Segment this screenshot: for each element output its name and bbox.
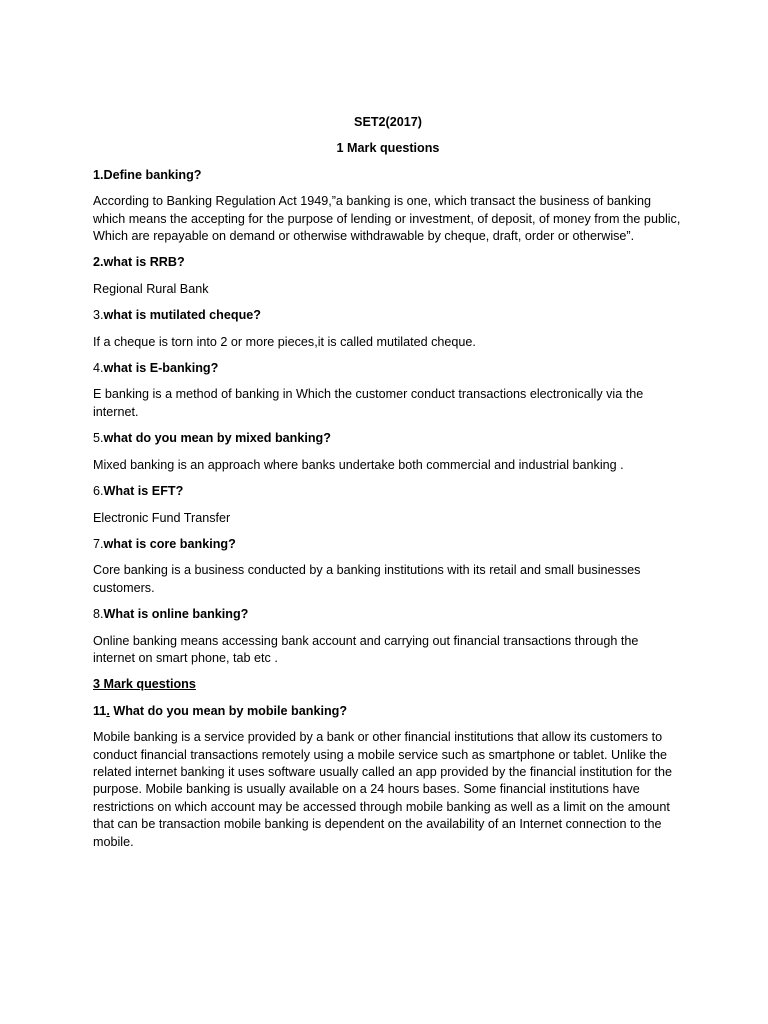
question-number: 2.: [93, 255, 104, 270]
answer-7: Core banking is a business conducted by a banking institutions with its retail and small businesses customers.: [93, 563, 641, 595]
question-4: [93, 360, 683, 377]
question-number: 8.: [93, 607, 104, 622]
question-3: [93, 307, 683, 324]
answer-2: Regional Rural Bank: [93, 281, 209, 296]
question-text: What is EFT?: [103, 484, 184, 499]
question-text: Define banking?: [103, 167, 202, 182]
question-text: What do you mean by mobile banking?: [109, 703, 348, 718]
question-text: what is RRB?: [103, 255, 185, 270]
question-number: 7.: [93, 536, 104, 551]
question-5: [93, 430, 683, 447]
question-2: [93, 254, 683, 271]
question-number: 11: [93, 703, 107, 718]
answer-6: Electronic Fund Transfer: [93, 510, 231, 525]
section-title-3-mark: 3 Mark questions: [93, 677, 196, 692]
question-number: 1.: [93, 167, 104, 182]
question-text: What is online banking?: [103, 607, 249, 622]
section-title-1-mark: 1 Mark questions: [336, 141, 440, 156]
answer-3: If a cheque is torn into 2 or more pieces,it is called mutilated cheque.: [93, 334, 476, 349]
question-11: [93, 703, 683, 720]
question-6: [93, 483, 683, 500]
question-text: what is mutilated cheque?: [103, 308, 261, 323]
question-number: 3.: [93, 308, 104, 323]
answer-11: Mobile banking is a service provided by a bank or other financial institutions that allow its customers to conduct financial transactions remotely using a mobile service such as smartphone or tablet. Unlike the related internet banking it uses software usually called an app provided by the financial institution for the purpose. Mobile banking is usually available on a 24 hours bases. Some financial institutions have restrictions on which account may be accessed through mobile banking as well as a limit on the amount that can be transaction mobile banking is dependent on the availability of an Internet connection to the mobile.: [93, 730, 672, 849]
question-7: [93, 536, 683, 553]
question-text: what do you mean by mixed banking?: [103, 431, 331, 446]
document-page: [93, 114, 683, 860]
question-1: [93, 167, 683, 184]
answer-4: E banking is a method of banking in Which the customer conduct transactions electronically via the internet.: [93, 387, 644, 419]
question-number-dot: .: [106, 703, 110, 718]
question-number: 6.: [93, 484, 104, 499]
question-number: 4.: [93, 361, 104, 376]
answer-1: According to Banking Regulation Act 1949,”a banking is one, which transact the business of banking which means the accepting for the purpose of lending or investment, of deposit, of money from the public, Which are repayable on demand or otherwise withdrawable by cheque, draft, order or otherwise”.: [93, 194, 681, 244]
answer-5: Mixed banking is an approach where banks undertake both commercial and industrial banking .: [93, 457, 624, 472]
question-8: [93, 606, 683, 623]
answer-8: Online banking means accessing bank account and carrying out financial transactions through the internet on smart phone, tab etc .: [93, 633, 639, 665]
set-title: SET2(2017): [354, 115, 422, 129]
question-number: 5.: [93, 431, 104, 446]
question-text: what is core banking?: [103, 536, 236, 551]
question-text: what is E-banking?: [103, 361, 219, 376]
